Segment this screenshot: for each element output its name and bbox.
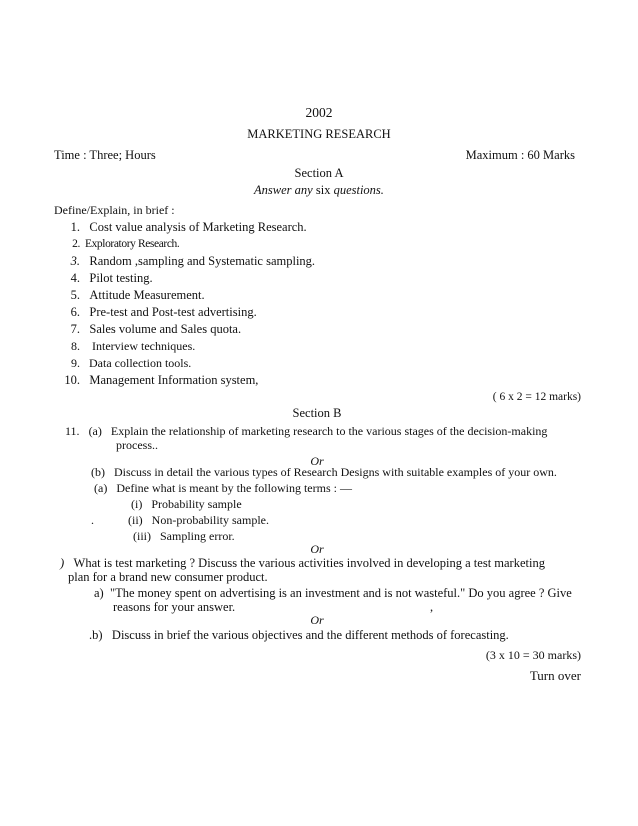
or-divider: Or	[310, 454, 324, 468]
section-b-title: Section B	[292, 406, 342, 420]
list-item: 8. Interview techniques.	[71, 339, 196, 353]
section-a-intro: Define/Explain, in brief :	[54, 203, 175, 217]
list-item: 9. Data collection tools.	[71, 356, 192, 370]
section-b-marks: (3 x 10 = 30 marks)	[485, 648, 581, 662]
question-11-b: (b) Discuss in detail the various types of Research Designs with suitable examples of your own.	[91, 465, 557, 479]
question-11-a: 11. (a) Explain the relationship of marketing research to the various stages of the decision-making	[65, 424, 548, 438]
question-13-a-cont: reasons for your answer.	[113, 600, 236, 614]
list-item: 7. Sales volume and Sales quota.	[70, 322, 242, 336]
list-item: 6. Pre-test and Post-test advertising.	[70, 305, 257, 319]
question-12-b: ) What is test marketing ? Discuss the various activities involved in developing a test marketing	[60, 556, 545, 570]
list-item: 2. Exploratory Research.	[72, 238, 180, 250]
section-a-marks: ( 6 x 2 = 12 marks)	[492, 391, 581, 403]
exam-max-marks: Maximum : 60 Marks	[465, 148, 575, 162]
or-divider: Or	[310, 613, 324, 627]
sub-item: (iii) Sampling error.	[133, 529, 235, 543]
question-13-b: .b) Discuss in brief the various objectives and the different methods of forecasting.	[89, 628, 509, 642]
list-item: 1. Cost value analysis of Marketing Research.	[70, 220, 307, 234]
list-item: 3. Random ,sampling and Systematic sampling.	[70, 254, 316, 268]
list-item: 4. Pilot testing.	[70, 271, 153, 285]
question-11-a-cont: process..	[116, 438, 158, 452]
question-12-b-cont: plan for a brand new consumer product.	[68, 570, 268, 584]
section-a-title: Section A	[294, 166, 344, 180]
turn-over: Turn over	[529, 668, 581, 683]
stray-mark: .	[91, 513, 94, 527]
sub-item: (i) Probability sample	[131, 497, 242, 511]
stray-mark: ,	[430, 600, 434, 614]
exam-time: Time : Three; Hours	[54, 148, 156, 162]
list-item: 5. Attitude Measurement.	[70, 288, 205, 302]
section-a-instruction: Answer any six questions.	[254, 183, 384, 197]
question-12-a: (a) Define what is meant by the following terms : —	[94, 481, 352, 495]
question-13-a: a) "The money spent on advertising is an investment and is not wasteful." Do you agree ? Give	[94, 586, 572, 600]
exam-year: 2002	[305, 105, 333, 120]
or-divider: Or	[310, 542, 324, 556]
exam-title: MARKETING RESEARCH	[247, 127, 391, 141]
sub-item: (ii) Non-probability sample.	[128, 513, 269, 527]
list-item: 10. Management Information system,	[64, 373, 259, 387]
